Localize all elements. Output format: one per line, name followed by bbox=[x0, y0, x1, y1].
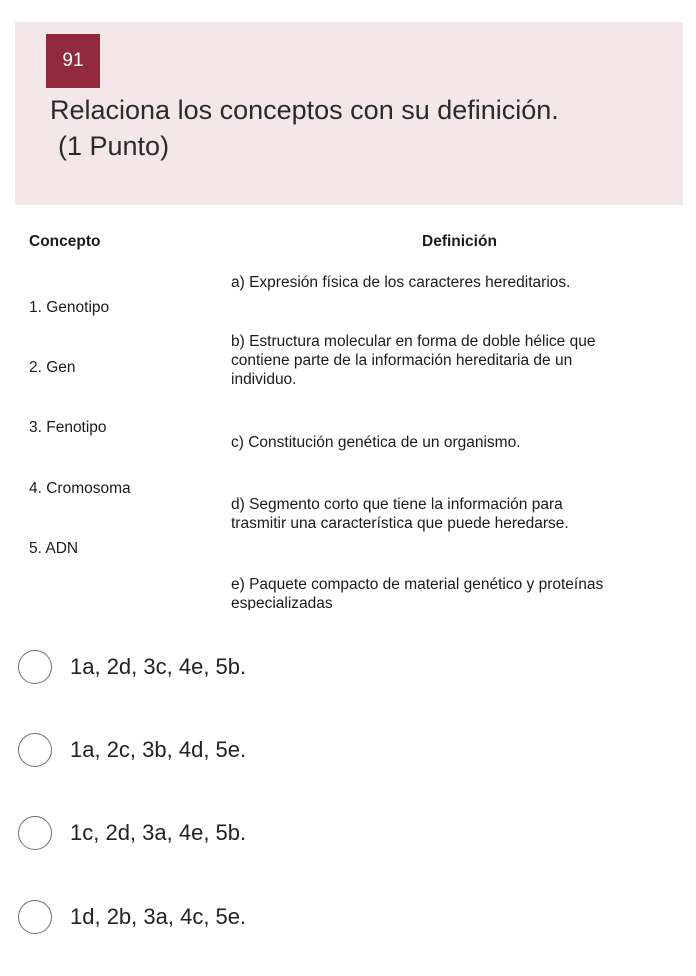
answer-option-label[interactable]: 1d, 2b, 3a, 4c, 5e. bbox=[70, 904, 247, 929]
concept-item-4: 4. Cromosoma bbox=[29, 480, 131, 497]
definition-d-line-2: trasmitir una característica que puede heredarse. bbox=[231, 515, 569, 532]
radio-button[interactable] bbox=[18, 900, 52, 934]
definition-e-line-2: especializadas bbox=[231, 595, 333, 610]
answer-option-2[interactable] bbox=[18, 733, 658, 773]
concept-item-5: 5. ADN bbox=[29, 540, 79, 557]
radio-button[interactable] bbox=[18, 650, 52, 684]
answer-option-1[interactable] bbox=[18, 650, 658, 690]
concept-header: Concepto bbox=[29, 233, 101, 250]
answer-option-3[interactable] bbox=[18, 816, 658, 856]
concept-item-2: 2. Gen bbox=[29, 359, 76, 376]
radio-button[interactable] bbox=[18, 733, 52, 767]
question-image bbox=[15, 205, 683, 610]
answer-option-label[interactable]: 1a, 2d, 3c, 4e, 5b. bbox=[70, 654, 247, 679]
question-points: (1 Punto) bbox=[58, 131, 170, 161]
definition-b-line-2: contiene parte de la información hereditaria de un bbox=[231, 352, 573, 369]
definition-e-line-1: e) Paquete compacto de material genético y proteínas bbox=[231, 576, 604, 593]
question-title: Relaciona los conceptos con su definición. bbox=[50, 95, 559, 125]
question-card bbox=[15, 22, 683, 610]
definition-header: Definición bbox=[422, 233, 497, 250]
question-number-badge: 91 bbox=[46, 34, 100, 88]
definition-a-line-1: a) Expresión física de los caracteres hereditarios. bbox=[231, 274, 571, 291]
concept-item-1: 1. Genotipo bbox=[29, 299, 110, 316]
answer-option-label[interactable]: 1a, 2c, 3b, 4d, 5e. bbox=[70, 737, 247, 762]
answer-option-4[interactable] bbox=[18, 900, 658, 940]
definition-d-line-1: d) Segmento corto que tiene la información para bbox=[231, 496, 563, 513]
definition-b-line-3: individuo. bbox=[231, 371, 297, 388]
definition-b-line-1: b) Estructura molecular en forma de doble hélice que bbox=[231, 333, 596, 350]
radio-button[interactable] bbox=[18, 816, 52, 850]
answer-option-label[interactable]: 1c, 2d, 3a, 4e, 5b. bbox=[70, 820, 247, 845]
definition-c-line-1: c) Constitución genética de un organismo. bbox=[231, 434, 521, 451]
concept-item-3: 3. Fenotipo bbox=[29, 419, 107, 436]
